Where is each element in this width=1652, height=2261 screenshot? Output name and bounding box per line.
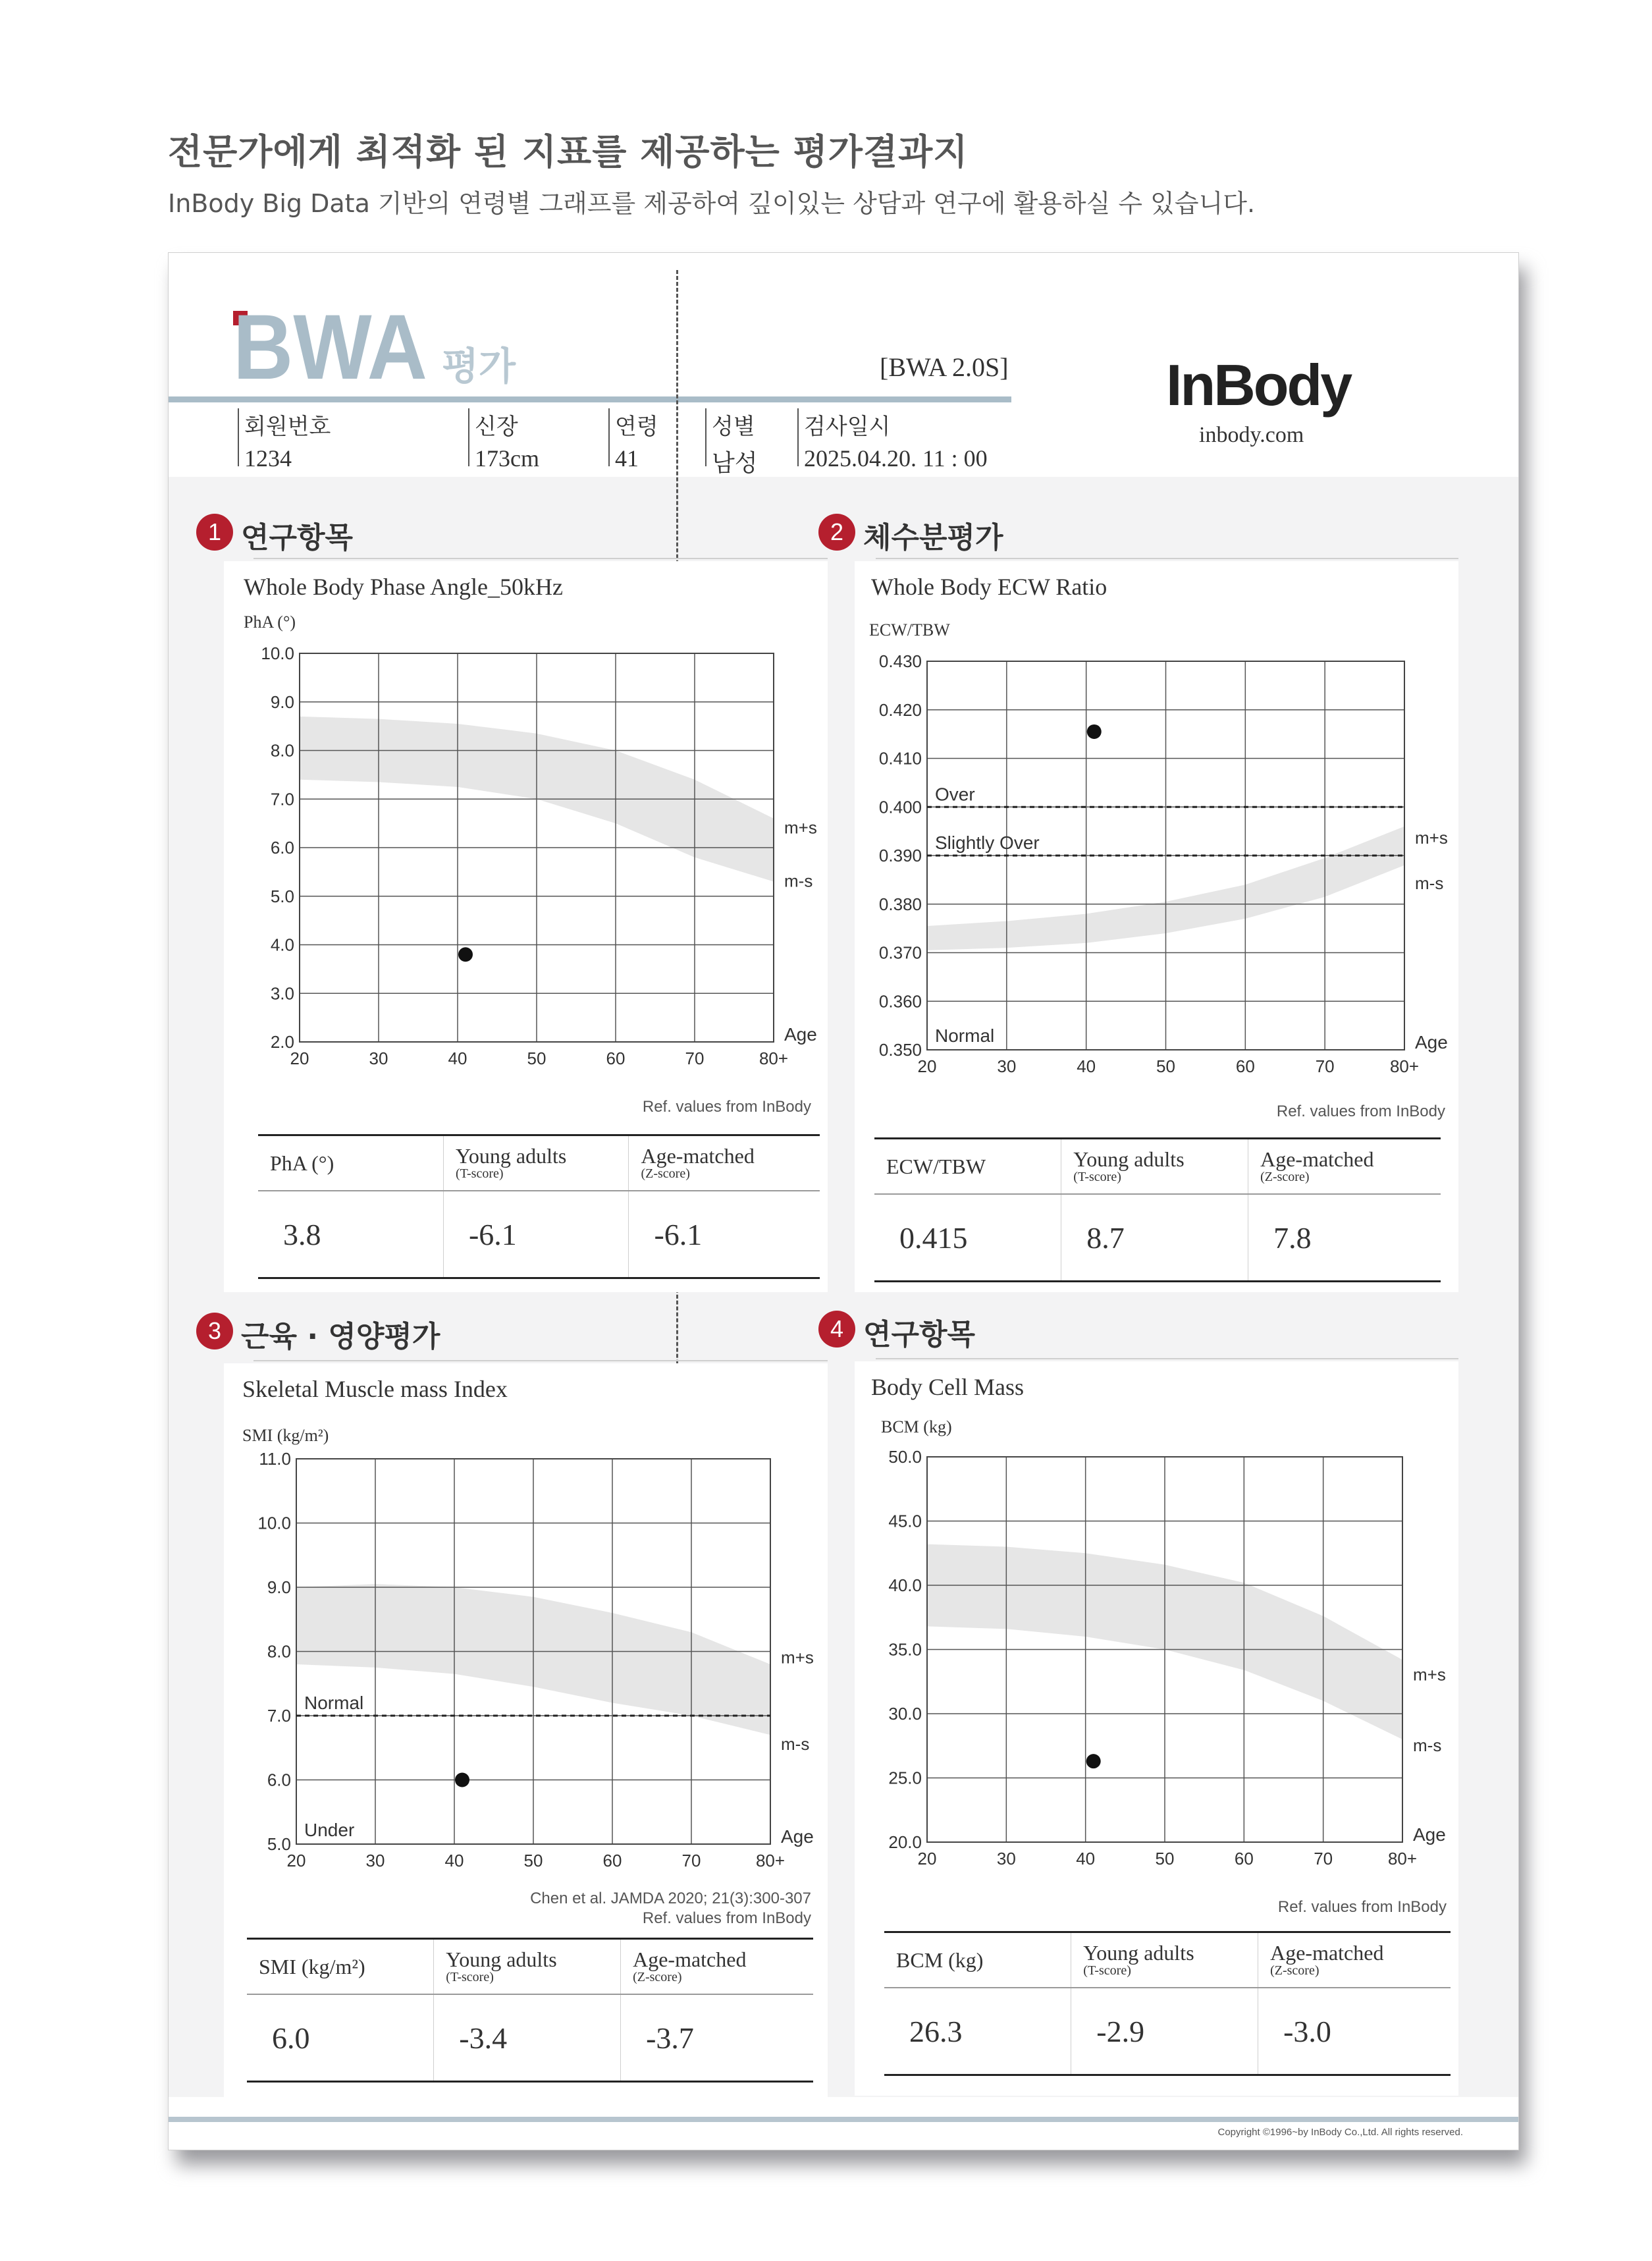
inbody-url: inbody.com bbox=[1199, 423, 1304, 447]
y-tick-label: 0.410 bbox=[878, 748, 922, 769]
phase-angle-score-table bbox=[258, 1134, 820, 1279]
measured-point bbox=[1087, 724, 1102, 739]
score-z-value: 7.8 bbox=[1248, 1194, 1441, 1282]
section-title: 연구항목 bbox=[863, 1318, 976, 1351]
score-header-young: Young adults (T-score) bbox=[1061, 1139, 1248, 1195]
bwa-logo bbox=[233, 311, 431, 387]
smi-chart bbox=[224, 1363, 828, 1930]
score-header-age: Age-matched (Z-score) bbox=[1248, 1139, 1441, 1195]
info-key: 회원번호 bbox=[244, 414, 331, 440]
x-axis-label: Age bbox=[781, 1826, 814, 1847]
y-tick-label: 0.380 bbox=[878, 894, 922, 914]
reference-citation: Chen et al. JAMDA 2020; 21(3):300-307 bbox=[530, 1890, 811, 1907]
score-header-age: Age-matched (Z-score) bbox=[629, 1135, 820, 1191]
x-axis-label: Age bbox=[784, 1024, 817, 1045]
band-label-upper: m+s bbox=[1413, 1664, 1446, 1685]
floor-label: Under bbox=[304, 1820, 355, 1840]
y-tick-label: 25.0 bbox=[888, 1768, 922, 1788]
score-header-label: BCM (kg) bbox=[884, 1932, 1071, 1988]
x-tick-label: 50 bbox=[523, 1851, 543, 1870]
y-tick-label: 0.430 bbox=[878, 651, 922, 671]
header-rule bbox=[169, 396, 1011, 402]
smi-score-table bbox=[247, 1938, 813, 2083]
info-value: 2025.04.20. 11 : 00 bbox=[804, 445, 988, 472]
y-tick-label: 9.0 bbox=[270, 692, 294, 712]
y-tick-label: 30.0 bbox=[888, 1704, 922, 1724]
band-label-lower: m-s bbox=[1413, 1735, 1442, 1755]
y-tick-label: 40.0 bbox=[888, 1575, 922, 1595]
x-tick-label: 80+ bbox=[1389, 1056, 1420, 1076]
x-tick-label: 50 bbox=[1156, 1056, 1175, 1076]
x-tick-label: 20 bbox=[286, 1851, 306, 1870]
logo-suffix: 평가 bbox=[442, 344, 516, 389]
section-3-rule bbox=[253, 1360, 828, 1361]
band-label-lower: m-s bbox=[781, 1733, 810, 1754]
x-tick-label: 40 bbox=[444, 1851, 464, 1870]
panel-title: Whole Body ECW Ratio bbox=[871, 574, 1107, 600]
x-tick-label: 60 bbox=[1235, 1056, 1255, 1076]
band-label-upper: m+s bbox=[781, 1647, 814, 1668]
y-tick-label: 10.0 bbox=[257, 1513, 291, 1533]
x-tick-label: 60 bbox=[602, 1851, 622, 1870]
info-test-date bbox=[797, 408, 988, 472]
panel-phase-angle bbox=[224, 561, 828, 1292]
band-label-lower: m-s bbox=[1415, 873, 1444, 893]
phase-angle-chart bbox=[224, 561, 828, 1128]
ecw-ratio-score-table bbox=[874, 1137, 1441, 1282]
y-tick-label: 20.0 bbox=[888, 1832, 922, 1852]
x-tick-label: 50 bbox=[527, 1049, 546, 1068]
y-tick-label: 8.0 bbox=[270, 740, 294, 761]
x-tick-label: 70 bbox=[685, 1049, 705, 1068]
score-t-value: -6.1 bbox=[443, 1191, 628, 1278]
score-value: 26.3 bbox=[884, 1988, 1071, 2075]
section-number-badge: 3 bbox=[196, 1313, 233, 1349]
x-tick-label: 70 bbox=[681, 1851, 701, 1870]
info-member-id bbox=[238, 408, 331, 472]
panel-title: Whole Body Phase Angle_50kHz bbox=[244, 574, 563, 600]
band-label-upper: m+s bbox=[784, 817, 817, 838]
footer-rule bbox=[169, 2117, 1518, 2122]
y-tick-label: 0.360 bbox=[878, 991, 922, 1012]
floor-label: Normal bbox=[935, 1025, 995, 1046]
score-header-young: Young adults (T-score) bbox=[434, 1939, 621, 1995]
threshold-label: Over bbox=[935, 784, 975, 805]
bcm-score-table bbox=[884, 1931, 1451, 2076]
y-tick-label: 0.390 bbox=[878, 846, 922, 865]
score-t-value: -3.4 bbox=[434, 1994, 621, 2082]
section-number-badge: 1 bbox=[196, 514, 233, 551]
score-header-young: Young adults (T-score) bbox=[443, 1135, 628, 1191]
x-tick-label: 70 bbox=[1314, 1849, 1333, 1868]
x-tick-label: 50 bbox=[1155, 1849, 1175, 1868]
info-key: 신장 bbox=[475, 414, 518, 440]
section-1-rule bbox=[253, 558, 828, 559]
x-tick-label: 40 bbox=[1076, 1849, 1096, 1868]
score-value: 6.0 bbox=[247, 1994, 434, 2082]
y-tick-label: 6.0 bbox=[267, 1770, 291, 1790]
y-tick-label: 10.0 bbox=[261, 643, 294, 663]
page-subline: InBody Big Data 기반의 연령별 그래프를 제공하여 깊이있는 상담과 연구에 활용하실 수 있습니다. bbox=[168, 189, 1256, 218]
info-sex bbox=[705, 408, 758, 476]
panel-title: Skeletal Muscle mass Index bbox=[242, 1376, 508, 1402]
y-tick-label: 9.0 bbox=[267, 1577, 291, 1597]
x-axis-label: Age bbox=[1415, 1032, 1448, 1052]
x-tick-label: 20 bbox=[917, 1849, 937, 1868]
section-title: 근육 · 영양평가 bbox=[241, 1320, 440, 1353]
x-tick-label: 40 bbox=[1077, 1056, 1096, 1076]
y-tick-label: 5.0 bbox=[270, 886, 294, 906]
section-2-rule bbox=[876, 558, 1458, 559]
score-header-age: Age-matched (Z-score) bbox=[1258, 1932, 1451, 1988]
info-value: 남성 bbox=[712, 450, 758, 476]
score-t-value: 8.7 bbox=[1061, 1194, 1248, 1282]
x-tick-label: 30 bbox=[996, 1849, 1016, 1868]
y-axis-unit: ECW/TBW bbox=[869, 620, 950, 640]
info-height bbox=[468, 408, 539, 472]
info-key: 성별 bbox=[712, 414, 755, 440]
info-value: 1234 bbox=[244, 445, 292, 472]
report-version: [BWA 2.0S] bbox=[880, 352, 1009, 382]
copyright-text: Copyright ©1996~by InBody Co.,Ltd. All rights reserved. bbox=[1217, 2127, 1463, 2138]
score-t-value: -2.9 bbox=[1071, 1988, 1258, 2075]
y-tick-label: 11.0 bbox=[259, 1449, 291, 1469]
section-4-rule bbox=[876, 1358, 1458, 1359]
y-tick-label: 0.420 bbox=[878, 699, 922, 720]
info-age bbox=[608, 408, 658, 472]
page-headline: 전문가에게 최적화 된 지표를 제공하는 평가결과지 bbox=[168, 131, 969, 173]
y-tick-label: 0.370 bbox=[878, 942, 922, 963]
y-tick-label: 45.0 bbox=[888, 1511, 922, 1531]
panel-title: Body Cell Mass bbox=[871, 1374, 1025, 1400]
info-value: 173cm bbox=[475, 445, 539, 472]
x-tick-label: 70 bbox=[1315, 1056, 1335, 1076]
x-tick-label: 30 bbox=[997, 1056, 1017, 1076]
x-tick-label: 80+ bbox=[759, 1049, 789, 1068]
score-header-label: ECW/TBW bbox=[874, 1139, 1061, 1195]
reference-note: Ref. values from InBody bbox=[1277, 1898, 1447, 1916]
panel-smi bbox=[224, 1363, 828, 2098]
threshold-label: Slightly Over bbox=[935, 832, 1040, 853]
score-header-age: Age-matched (Z-score) bbox=[621, 1939, 813, 1995]
section-title: 체수분평가 bbox=[863, 521, 1003, 555]
x-tick-label: 60 bbox=[606, 1049, 626, 1068]
measured-point bbox=[458, 947, 473, 962]
inbody-logo: InBody bbox=[1166, 352, 1351, 418]
x-tick-label: 30 bbox=[369, 1049, 388, 1068]
info-key: 연령 bbox=[615, 414, 658, 440]
band-label-upper: m+s bbox=[1415, 828, 1448, 848]
ecw-ratio-chart bbox=[855, 561, 1458, 1128]
y-axis-unit: PhA (°) bbox=[244, 613, 296, 632]
x-tick-label: 20 bbox=[917, 1056, 937, 1076]
x-tick-label: 20 bbox=[290, 1049, 309, 1068]
x-tick-label: 30 bbox=[365, 1851, 385, 1870]
band-label-lower: m-s bbox=[784, 871, 813, 891]
x-axis-label: Age bbox=[1413, 1824, 1446, 1845]
panel-ecw-ratio bbox=[855, 561, 1458, 1292]
y-axis-unit: SMI (kg/m²) bbox=[242, 1426, 329, 1445]
info-key: 검사일시 bbox=[804, 414, 891, 440]
x-tick-label: 60 bbox=[1234, 1849, 1254, 1868]
y-tick-label: 3.0 bbox=[270, 983, 294, 1004]
y-tick-label: 8.0 bbox=[267, 1641, 291, 1662]
x-tick-label: 80+ bbox=[1387, 1849, 1418, 1868]
y-tick-label: 4.0 bbox=[270, 935, 294, 955]
score-header-label: PhA (°) bbox=[258, 1135, 443, 1191]
score-header-young: Young adults (T-score) bbox=[1071, 1932, 1258, 1988]
measured-point bbox=[1086, 1754, 1101, 1768]
reference-note: Ref. values from InBody bbox=[642, 1098, 811, 1116]
x-tick-label: 80+ bbox=[755, 1851, 786, 1870]
y-tick-label: 7.0 bbox=[267, 1706, 291, 1726]
y-tick-label: 6.0 bbox=[270, 838, 294, 858]
score-z-value: -3.7 bbox=[621, 1994, 813, 2082]
score-header-label: SMI (kg/m²) bbox=[247, 1939, 434, 1995]
y-tick-label: 35.0 bbox=[888, 1639, 922, 1660]
bcm-chart bbox=[855, 1361, 1458, 1928]
score-z-value: -6.1 bbox=[629, 1191, 820, 1278]
score-value: 0.415 bbox=[874, 1194, 1061, 1282]
score-z-value: -3.0 bbox=[1258, 1988, 1451, 2075]
y-tick-label: 0.400 bbox=[878, 797, 922, 817]
y-axis-unit: BCM (kg) bbox=[881, 1417, 952, 1436]
score-value: 3.8 bbox=[258, 1191, 443, 1278]
reference-source: Ref. values from InBody bbox=[642, 1909, 811, 1927]
threshold-label: Normal bbox=[304, 1693, 364, 1713]
y-tick-label: 2.0 bbox=[270, 1032, 294, 1052]
section-number-badge: 2 bbox=[818, 514, 855, 551]
reference-note bbox=[530, 1889, 811, 1928]
measured-point bbox=[455, 1773, 469, 1787]
y-tick-label: 5.0 bbox=[267, 1834, 291, 1854]
y-tick-label: 7.0 bbox=[270, 789, 294, 809]
section-number-badge: 4 bbox=[818, 1311, 855, 1348]
x-tick-label: 40 bbox=[448, 1049, 467, 1068]
y-tick-label: 0.350 bbox=[878, 1040, 922, 1060]
info-value: 41 bbox=[615, 445, 639, 472]
y-tick-label: 50.0 bbox=[888, 1447, 922, 1467]
section-title: 연구항목 bbox=[241, 521, 354, 555]
logo-text: BWA bbox=[233, 311, 427, 387]
panel-bcm bbox=[855, 1361, 1458, 2096]
reference-note: Ref. values from InBody bbox=[1276, 1103, 1445, 1120]
